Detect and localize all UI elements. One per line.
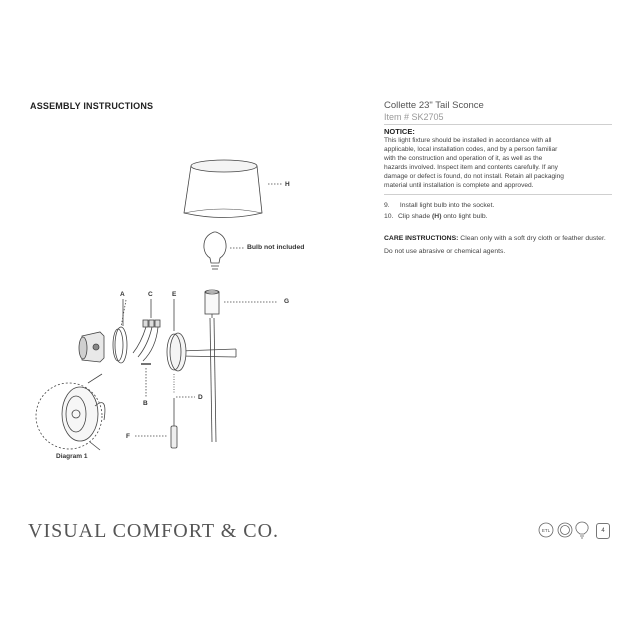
part-label-a: A — [120, 291, 125, 298]
brand-logo: VISUAL COMFORT & CO. — [28, 520, 280, 542]
notice-line: hazards involved. Inspect item and contents carefully. If any — [384, 163, 558, 171]
etl-listed-icon — [539, 523, 553, 537]
page-heading: ASSEMBLY INSTRUCTIONS — [30, 101, 154, 111]
bulb-icon — [576, 522, 588, 538]
part-label-d: D — [198, 394, 203, 401]
product-title: Collette 23" Tail Sconce — [384, 100, 484, 111]
step-text: Install light bulb into the socket. — [399, 202, 495, 209]
step-part-ref: (H) — [432, 213, 442, 220]
part-label-b: B — [143, 400, 148, 407]
care-text: Clean only with a soft dry cloth or feather duster. Do not use abrasive or chemical agents. — [384, 235, 606, 255]
care-title: CARE INSTRUCTIONS: — [384, 235, 459, 242]
step-number: 9. — [384, 202, 390, 209]
page-number-badge: 4 — [596, 523, 610, 539]
item-number: Item # SK2705 — [384, 112, 444, 122]
step-text: Clip shade — [398, 213, 433, 220]
step-number: 10. — [384, 213, 394, 220]
part-label-e: E — [172, 291, 177, 298]
notice-line: material until installation is complete and approved. — [384, 181, 534, 189]
bulb-not-included-note: Bulb not included — [247, 244, 305, 251]
step-text-after: onto light bulb. — [441, 213, 488, 220]
part-label-g: G — [284, 298, 290, 305]
notice-line: applicable, local installation codes, and by a person familiar — [384, 145, 558, 153]
notice-line: damage or defect is found, do not install. Retain all packaging — [384, 172, 564, 180]
notice-title: NOTICE: — [384, 127, 415, 136]
part-label-h: H — [285, 181, 290, 188]
part-label-f: F — [126, 433, 130, 440]
notice-line: with the construction and operation of it, as well as the — [384, 154, 543, 162]
part-label-c: C — [148, 291, 153, 298]
diagram-1-label: Diagram 1 — [56, 453, 88, 460]
notice-line: This light fixture should be installed in accordance with all — [384, 137, 552, 144]
damp-rated-icon — [558, 523, 572, 537]
svg-text:ETL: ETL — [541, 528, 551, 533]
